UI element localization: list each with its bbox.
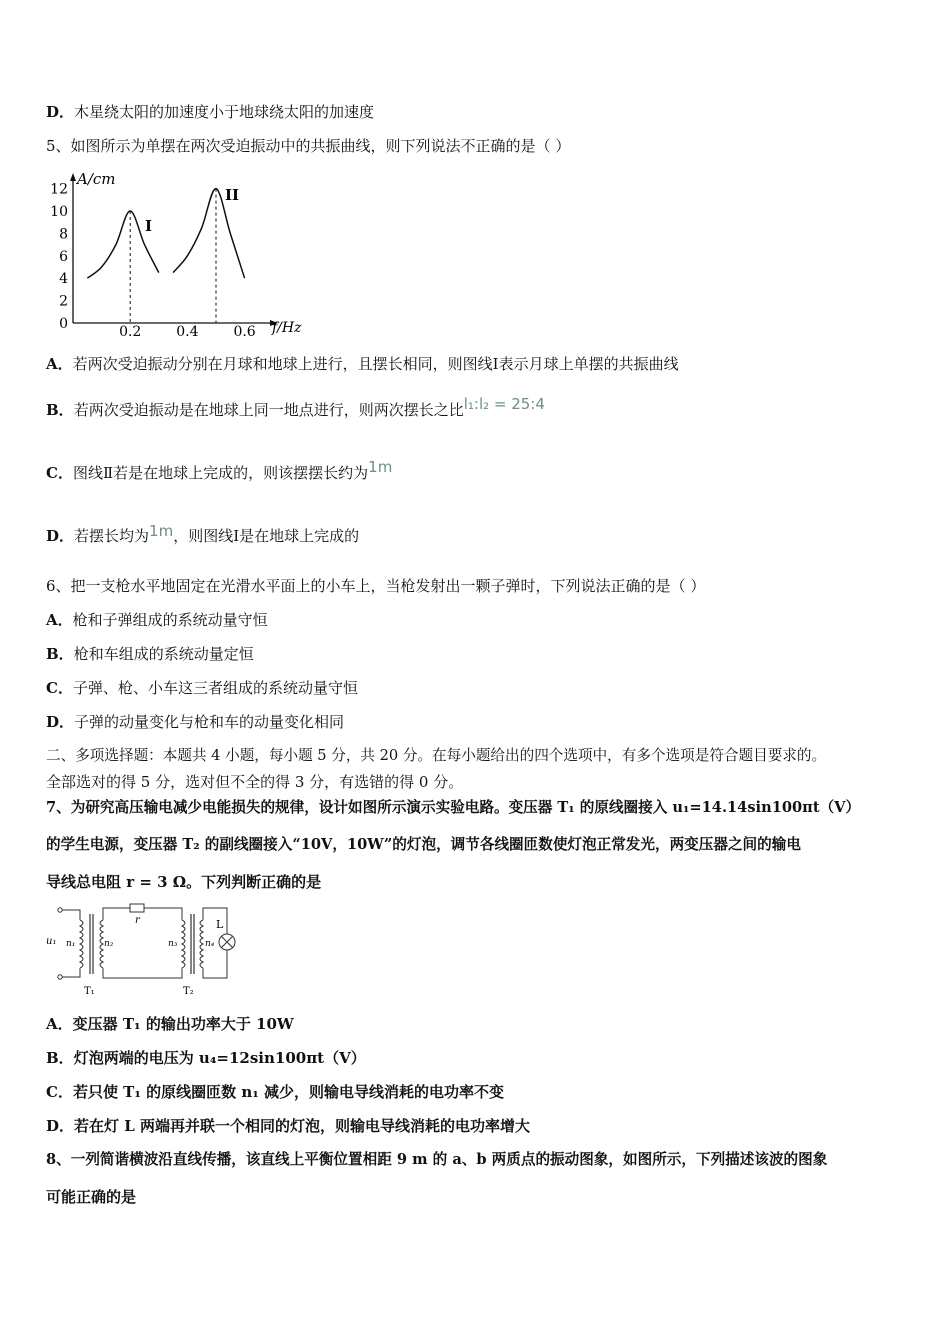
q6-option-c — [46, 678, 358, 698]
q7-stem-line-2: 的学生电源，变压器 T₂ 的副线圈接入“10V，10W”的灯泡，调节各线圈匝数使灯泡正常发光，两变压器之间的输电 — [46, 836, 801, 853]
q7-stem-line-1: 7、为研究高压输电减少电能损失的规律，设计如图所示演示实验电路。变压器 T₁ 的原线圈接入 u₁=14.14sin100πt（V） — [46, 799, 861, 816]
q5-option-c — [46, 458, 393, 483]
y-tick-label: 10 — [50, 204, 68, 220]
q5-stem: 5、如图所示为单摆在两次受迫振动中的共振曲线，则下列说法不正确的是（ ） — [46, 137, 571, 155]
option-label: A． — [46, 611, 73, 629]
q5-option-d — [46, 522, 360, 546]
x-tick-label: 0.2 — [119, 324, 142, 338]
q7-option-a — [46, 1014, 294, 1034]
option-text-post: ，则图线Ⅰ是在地球上完成的 — [173, 527, 360, 545]
y-tick-label: 8 — [59, 226, 68, 243]
length-formula: 1m — [368, 458, 393, 476]
t1-primary-coil — [80, 920, 83, 968]
option-label: C． — [46, 679, 73, 697]
q6-option-b — [46, 644, 254, 664]
option-label: C． — [46, 1083, 73, 1101]
option-text-pre: 若摆长均为 — [74, 527, 150, 545]
x-axis-label: f/Hz — [272, 320, 302, 336]
option-text: 子弹、枪、小车这三者组成的系统动量守恒 — [72, 679, 358, 697]
n4-label: n₄ — [205, 939, 215, 949]
option-label: D． — [46, 103, 75, 121]
n2-label: n₂ — [104, 939, 114, 949]
t2-secondary-coil — [200, 920, 203, 968]
n1-label: n₁ — [66, 939, 76, 949]
option-text: 若只使 T₁ 的原线圈匝数 n₁ 减少，则输电导线消耗的电功率不变 — [72, 1083, 505, 1101]
y-tick-label: 4 — [59, 271, 68, 288]
section-2-heading-line-2: 全部选对的得 5 分，选对但不全的得 3 分，有选错的得 0 分。 — [46, 773, 464, 791]
x-tick-label: 0.6 — [233, 324, 256, 338]
q5-option-a — [46, 354, 679, 374]
option-text: 若在灯 L 两端再并联一个相同的灯泡，则输电导线消耗的电功率增大 — [74, 1117, 531, 1135]
lamp-label: L — [216, 918, 224, 931]
x-tick-label: 0.4 — [176, 324, 199, 338]
curve-1-label: I — [145, 217, 153, 235]
q8-stem-line-2: 可能正确的是 — [46, 1188, 137, 1206]
q4-option-d — [46, 102, 374, 122]
curve-2-label: II — [225, 186, 240, 204]
y-tick-label: 6 — [59, 248, 68, 265]
q7-stem-line-3: 导线总电阻 r = 3 Ω。下列判断正确的是 — [46, 873, 322, 891]
q7-option-b — [46, 1048, 366, 1068]
x-ticks — [119, 324, 256, 338]
y-axis-arrow — [70, 173, 76, 181]
option-text: 若两次受迫振动分别在月球和地球上进行，且摆长相同，则图线Ⅰ表示月球上单摆的共振曲线 — [72, 355, 679, 373]
input-terminal-bottom — [58, 975, 62, 979]
option-label: C． — [46, 464, 73, 482]
y-tick-label: 2 — [59, 293, 68, 310]
option-label: D． — [46, 713, 75, 731]
option-text: 灯泡两端的电压为 u₄=12sin100πt（V） — [73, 1049, 366, 1067]
option-label: A． — [46, 1015, 73, 1033]
y-tick-label: 12 — [50, 181, 68, 198]
option-text: 变压器 T₁ 的输出功率大于 10W — [72, 1015, 294, 1033]
t1-label: T₁ — [84, 986, 95, 997]
q6-option-a — [46, 610, 268, 630]
option-label: A． — [46, 355, 73, 373]
t2-primary-coil — [182, 920, 185, 968]
y-ticks — [50, 182, 68, 332]
input-terminal-top — [58, 908, 62, 912]
q5-option-b — [46, 395, 545, 420]
option-label: B． — [46, 1049, 74, 1067]
t1-secondary-coil — [100, 920, 103, 968]
section-2-heading-line-1: 二、多项选择题：本题共 4 小题，每小题 5 分，共 20 分。在每小题给出的四个选项中，有多个选项是符合题目要求的。 — [46, 747, 827, 764]
q6-stem: 6、把一支枪水平地固定在光滑水平面上的小车上，当枪发射出一颗子弹时，下列说法正确的是（ ） — [46, 577, 706, 595]
ratio-formula: l₁:l₂ = 25:4 — [463, 395, 545, 413]
r-label: r — [135, 915, 140, 926]
q7-option-c — [46, 1082, 504, 1102]
resonance-graph — [40, 168, 320, 338]
y-axis-label: A/cm — [77, 170, 116, 188]
option-label: B． — [46, 645, 74, 663]
q7-option-d — [46, 1116, 530, 1136]
option-text: 子弹的动量变化与枪和车的动量变化相同 — [74, 713, 345, 731]
option-text: 枪和子弹组成的系统动量守恒 — [72, 611, 268, 629]
option-label: D． — [46, 1117, 75, 1135]
length-formula: 1m — [149, 522, 174, 540]
t2-label: T₂ — [183, 986, 194, 997]
option-text: 若两次受迫振动是在地球上同一地点进行，则两次摆长之比 — [73, 401, 464, 419]
option-text: 枪和车组成的系统动量定恒 — [73, 645, 254, 663]
transformer-circuit — [44, 898, 244, 998]
q6-option-d — [46, 712, 344, 732]
line-resistor — [130, 904, 144, 912]
n3-label: n₃ — [168, 939, 178, 949]
u1-label: u₁ — [46, 936, 57, 947]
q8-stem-line-1: 8、一列简谐横波沿直线传播，该直线上平衡位置相距 9 m 的 a、b 两质点的振动图象，如图所示，下列描述该波的图象 — [46, 1151, 828, 1168]
lamp-cross — [222, 937, 233, 948]
option-label: B． — [46, 401, 74, 419]
option-label: D． — [46, 527, 75, 545]
option-text: 木星绕太阳的加速度小于地球绕太阳的加速度 — [74, 103, 375, 121]
option-text: 图线Ⅱ若是在地球上完成的，则该摆摆长约为 — [72, 464, 369, 482]
y-tick-label: 0 — [59, 316, 68, 332]
